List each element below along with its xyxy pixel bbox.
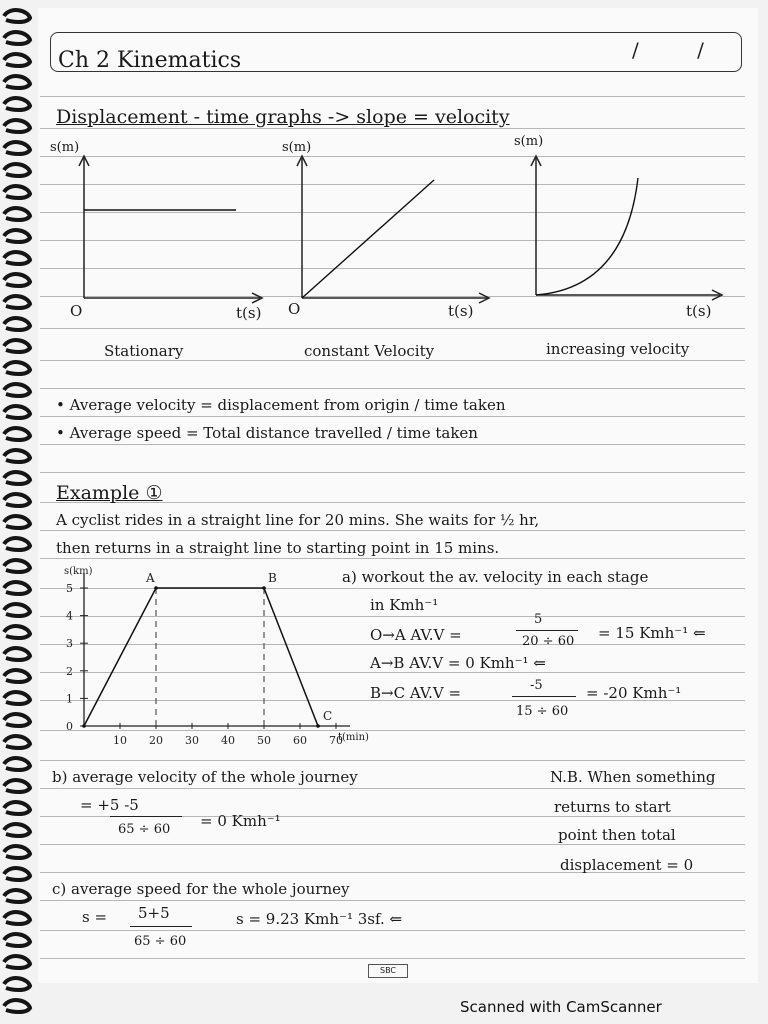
spiral-ring xyxy=(4,758,30,770)
oa-lhs: O→A AV.V = xyxy=(370,626,462,644)
spiral-ring xyxy=(4,494,30,506)
spiral-ring xyxy=(4,450,30,462)
point-label-c: C xyxy=(323,709,333,723)
increasing-velocity-curve xyxy=(536,178,638,295)
spiral-ring xyxy=(4,340,30,352)
spiral-ring xyxy=(4,318,30,330)
spiral-ring xyxy=(4,208,30,220)
spiral-ring xyxy=(4,186,30,198)
graph1-origin: O xyxy=(70,302,83,320)
graph1-caption: Stationary xyxy=(104,342,184,360)
nb-line-4: displacement = 0 xyxy=(560,856,694,874)
oa-fraction-bar xyxy=(516,630,578,631)
spiral-ring xyxy=(4,142,30,154)
graph2-x-label: t(s) xyxy=(448,302,474,320)
y-tick-label: 5 xyxy=(66,582,73,595)
spiral-ring xyxy=(4,120,30,132)
chart-x-label: t(min) xyxy=(338,732,369,743)
graph3-y-label: s(m) xyxy=(514,134,544,149)
part-b-result: = 0 Kmh⁻¹ xyxy=(200,812,281,830)
part-b-fraction-bar xyxy=(110,816,182,817)
data-point xyxy=(262,586,266,590)
spiral-ring xyxy=(4,714,30,726)
part-a-line-1: a) workout the av. velocity in each stage xyxy=(342,568,649,586)
part-a-line-2: in Kmh⁻¹ xyxy=(370,596,439,614)
spiral-ring xyxy=(4,230,30,242)
bc-lhs: B→C AV.V = xyxy=(370,684,462,702)
y-tick-label: 1 xyxy=(66,692,73,706)
spiral-ring xyxy=(4,384,30,396)
part-c-line-1: c) average speed for the whole journey xyxy=(52,880,350,898)
spiral-binding xyxy=(0,0,34,1024)
spiral-ring xyxy=(4,274,30,286)
graph1-y-label: s(m) xyxy=(50,140,80,155)
part-c-fraction-bar xyxy=(130,926,192,927)
spiral-ring xyxy=(4,98,30,110)
section-heading: Displacement - time graphs -> slope = velocity xyxy=(56,106,510,128)
spiral-ring xyxy=(4,164,30,176)
nb-line-1: N.B. When something xyxy=(550,768,716,786)
graph2-caption: constant Velocity xyxy=(304,342,435,360)
bc-denominator: 15 ÷ 60 xyxy=(516,704,569,719)
spiral-ring xyxy=(4,252,30,264)
spiral-ring xyxy=(4,296,30,308)
spiral-ring xyxy=(4,54,30,66)
spiral-ring xyxy=(4,362,30,374)
ab-line: A→B AV.V = 0 Kmh⁻¹ ⇐ xyxy=(370,654,546,672)
spiral-ring xyxy=(4,890,30,902)
part-c-lhs: s = xyxy=(82,908,108,926)
y-tick-label: 2 xyxy=(66,664,73,678)
nb-line-3: point then total xyxy=(558,826,676,844)
spiral-ring xyxy=(4,802,30,814)
constant-velocity-line xyxy=(302,180,434,298)
spiral-ring xyxy=(4,626,30,638)
bc-result: = -20 Kmh⁻¹ xyxy=(586,684,682,702)
spiral-ring xyxy=(4,516,30,528)
y-tick-label: 4 xyxy=(66,609,73,623)
spiral-ring xyxy=(4,912,30,924)
y-tick-label: 0 xyxy=(66,720,73,733)
point-label-a: A xyxy=(146,571,155,585)
spiral-ring xyxy=(4,582,30,594)
spiral-ring xyxy=(4,76,30,88)
problem-line-2: then returns in a straight line to starting point in 15 mins. xyxy=(56,539,500,557)
date-field: / / xyxy=(632,38,730,62)
spiral-ring xyxy=(4,978,30,990)
spiral-ring xyxy=(4,736,30,748)
graph1-x-label: t(s) xyxy=(236,304,262,322)
spiral-ring xyxy=(4,692,30,704)
spiral-ring xyxy=(4,934,30,946)
part-b-denominator: 65 ÷ 60 xyxy=(118,822,171,837)
spiral-ring xyxy=(4,648,30,660)
spiral-ring xyxy=(4,956,30,968)
oa-result: = 15 Kmh⁻¹ ⇐ xyxy=(598,624,706,642)
spiral-ring xyxy=(4,824,30,836)
part-b-numerator: = +5 -5 xyxy=(80,796,139,814)
data-point xyxy=(154,586,158,590)
spiral-ring xyxy=(4,428,30,440)
chart-y-label: s(km) xyxy=(64,566,93,577)
x-tick-label: 50 xyxy=(257,734,271,747)
spiral-ring xyxy=(4,406,30,418)
bullet-average-velocity: • Average velocity = displacement from origin / time taken xyxy=(56,396,506,414)
y-tick-label: 3 xyxy=(66,637,73,651)
x-tick-label: 10 xyxy=(113,734,127,747)
graph-stationary xyxy=(60,138,275,323)
spiral-ring xyxy=(4,670,30,682)
x-tick-label: 60 xyxy=(293,734,307,747)
bc-fraction-bar xyxy=(512,696,576,697)
spiral-ring xyxy=(4,846,30,858)
graph3-caption: increasing velocity xyxy=(546,340,690,358)
spiral-ring xyxy=(4,604,30,616)
x-tick-label: 40 xyxy=(221,734,235,747)
sbc-logo: SBC xyxy=(368,964,408,978)
data-point xyxy=(316,724,320,728)
oa-numerator: 5 xyxy=(534,612,543,627)
point-label-b: B xyxy=(268,571,277,585)
spiral-ring xyxy=(4,32,30,44)
part-c-numerator: 5+5 xyxy=(138,904,170,922)
journey-line xyxy=(84,588,318,726)
bc-numerator: -5 xyxy=(530,678,543,693)
spiral-ring xyxy=(4,472,30,484)
nb-line-2: returns to start xyxy=(554,798,671,816)
graph-constant-velocity xyxy=(282,138,502,323)
displacement-time-chart xyxy=(50,564,369,760)
part-c-result: s = 9.23 Kmh⁻¹ 3sf. ⇐ xyxy=(236,910,403,928)
spiral-ring xyxy=(4,1000,30,1012)
scanner-watermark: Scanned with CamScanner xyxy=(460,998,662,1016)
problem-line-1: A cyclist rides in a straight line for 20 mins. She waits for ½ hr, xyxy=(56,511,540,529)
spiral-ring xyxy=(4,868,30,880)
x-tick-label: 30 xyxy=(185,734,199,747)
bullet-average-speed: • Average speed = Total distance travelled / time taken xyxy=(56,424,478,442)
part-c-denominator: 65 ÷ 60 xyxy=(134,934,187,949)
spiral-ring xyxy=(4,780,30,792)
spiral-ring xyxy=(4,560,30,572)
graph2-y-label: s(m) xyxy=(282,140,312,155)
spiral-ring xyxy=(4,538,30,550)
x-tick-label: 20 xyxy=(149,734,163,747)
graph2-origin: O xyxy=(288,300,301,318)
oa-denominator: 20 ÷ 60 xyxy=(522,634,575,649)
graph-increasing-velocity xyxy=(520,138,740,323)
data-point xyxy=(82,724,86,728)
graph3-x-label: t(s) xyxy=(686,302,712,320)
part-b-line-1: b) average velocity of the whole journey xyxy=(52,768,358,786)
page-title: Ch 2 Kinematics xyxy=(58,48,242,73)
example-heading: Example ① xyxy=(56,482,163,504)
x-tick-label: 70 xyxy=(329,734,343,747)
spiral-ring xyxy=(4,10,30,22)
